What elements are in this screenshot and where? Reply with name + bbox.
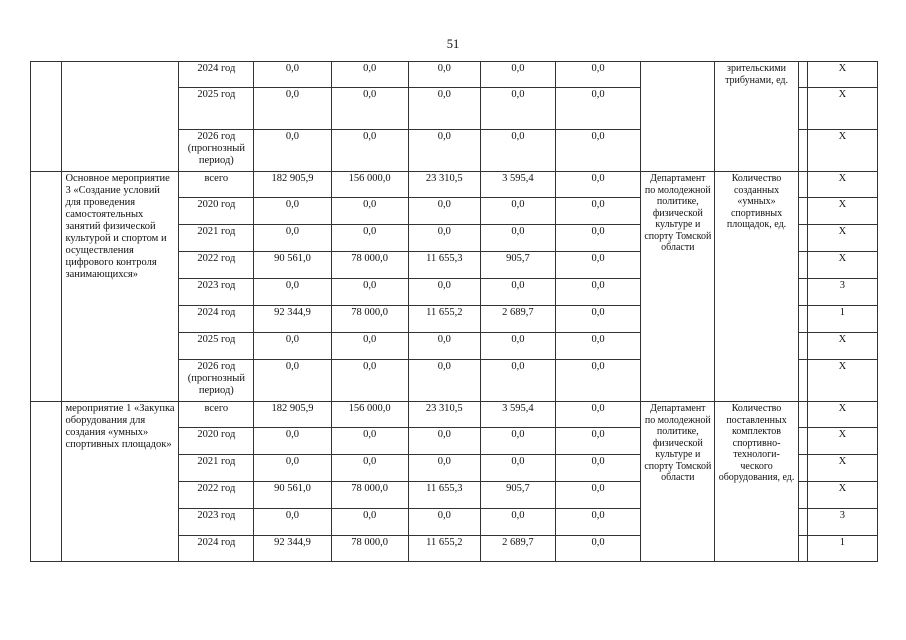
target-value-cell: X <box>807 360 877 402</box>
column-gap <box>798 482 807 509</box>
activity-name: Основное мероприятие 3 «Создание условий для проведения самостоятельных занятий физической культурой и спортом и осуществления цифрового контроля занимающихся» <box>62 172 179 402</box>
value-local: 0,0 <box>480 360 555 402</box>
value-regional: 0,0 <box>408 62 480 88</box>
value-federal: 0,0 <box>331 88 408 130</box>
value-other: 0,0 <box>555 130 640 172</box>
page-number: 51 <box>446 37 460 51</box>
value-local: 3 595,4 <box>480 172 555 198</box>
value-regional: 11 655,3 <box>408 482 480 509</box>
value-other: 0,0 <box>555 252 640 279</box>
column-gap <box>798 279 807 306</box>
activity-name <box>62 62 179 172</box>
value-other: 0,0 <box>555 198 640 225</box>
column-gap <box>798 252 807 279</box>
table-body <box>31 62 878 562</box>
value-other: 0,0 <box>555 279 640 306</box>
value-other: 0,0 <box>555 482 640 509</box>
value-local: 0,0 <box>480 88 555 130</box>
row-number-cell <box>31 172 62 402</box>
column-gap <box>798 172 807 198</box>
target-value-cell: 1 <box>807 306 877 333</box>
column-gap <box>798 455 807 482</box>
indicator-cell: зрительскими трибунами, ед. <box>715 62 798 172</box>
year-cell: 2022 год <box>179 482 254 509</box>
value-federal: 78 000,0 <box>331 536 408 562</box>
indicator-cell: Количество созданных «умных» спортивных площадок, ед. <box>715 172 798 402</box>
column-gap <box>798 402 807 428</box>
target-value-cell: X <box>807 62 877 88</box>
value-regional: 0,0 <box>408 279 480 306</box>
program-table <box>30 61 878 562</box>
value-local: 0,0 <box>480 333 555 360</box>
value-total: 0,0 <box>254 198 331 225</box>
value-regional: 0,0 <box>408 333 480 360</box>
value-federal: 156 000,0 <box>331 172 408 198</box>
value-federal: 78 000,0 <box>331 252 408 279</box>
value-total: 0,0 <box>254 130 331 172</box>
target-value-cell: X <box>807 252 877 279</box>
year-cell: 2023 год <box>179 509 254 536</box>
value-total: 0,0 <box>254 360 331 402</box>
table-row <box>31 172 878 198</box>
column-gap <box>798 536 807 562</box>
value-total: 0,0 <box>254 428 331 455</box>
value-local: 0,0 <box>480 225 555 252</box>
value-regional: 0,0 <box>408 130 480 172</box>
value-other: 0,0 <box>555 172 640 198</box>
table-row <box>31 402 878 428</box>
value-federal: 0,0 <box>331 279 408 306</box>
value-total: 90 561,0 <box>254 482 331 509</box>
value-total: 0,0 <box>254 455 331 482</box>
indicator-cell: Количество поставленных комплектов спортивно-технологи-ческого оборудования, ед. <box>715 402 798 562</box>
value-local: 2 689,7 <box>480 306 555 333</box>
value-local: 0,0 <box>480 428 555 455</box>
value-regional: 23 310,5 <box>408 172 480 198</box>
activity-name: мероприятие 1 «Закупка оборудования для создания «умных» спортивных площадок» <box>62 402 179 562</box>
value-total: 0,0 <box>254 62 331 88</box>
value-other: 0,0 <box>555 62 640 88</box>
value-regional: 0,0 <box>408 88 480 130</box>
value-other: 0,0 <box>555 509 640 536</box>
value-federal: 0,0 <box>331 62 408 88</box>
value-local: 3 595,4 <box>480 402 555 428</box>
target-value-cell: X <box>807 455 877 482</box>
value-total: 0,0 <box>254 88 331 130</box>
value-total: 92 344,9 <box>254 536 331 562</box>
value-other: 0,0 <box>555 306 640 333</box>
year-cell: 2020 год <box>179 428 254 455</box>
year-cell: 2021 год <box>179 455 254 482</box>
value-other: 0,0 <box>555 360 640 402</box>
value-local: 905,7 <box>480 252 555 279</box>
value-total: 0,0 <box>254 333 331 360</box>
value-regional: 0,0 <box>408 360 480 402</box>
target-value-cell: X <box>807 88 877 130</box>
value-other: 0,0 <box>555 428 640 455</box>
value-federal: 78 000,0 <box>331 306 408 333</box>
table-row <box>31 62 878 88</box>
column-gap <box>798 360 807 402</box>
target-value-cell: 3 <box>807 509 877 536</box>
value-federal: 78 000,0 <box>331 482 408 509</box>
value-local: 905,7 <box>480 482 555 509</box>
value-local: 0,0 <box>480 62 555 88</box>
value-regional: 0,0 <box>408 225 480 252</box>
column-gap <box>798 88 807 130</box>
target-value-cell: X <box>807 198 877 225</box>
column-gap <box>798 428 807 455</box>
year-cell: 2021 год <box>179 225 254 252</box>
value-regional: 11 655,2 <box>408 306 480 333</box>
target-value-cell: 1 <box>807 536 877 562</box>
target-value-cell: X <box>807 130 877 172</box>
value-total: 0,0 <box>254 279 331 306</box>
value-total: 0,0 <box>254 225 331 252</box>
value-regional: 23 310,5 <box>408 402 480 428</box>
value-regional: 11 655,3 <box>408 252 480 279</box>
year-cell: 2026 год (прогнозный период) <box>179 130 254 172</box>
year-cell: 2024 год <box>179 62 254 88</box>
year-cell: 2024 год <box>179 536 254 562</box>
column-gap <box>798 306 807 333</box>
year-cell: всего <box>179 402 254 428</box>
value-federal: 0,0 <box>331 428 408 455</box>
value-regional: 0,0 <box>408 509 480 536</box>
year-cell: 2026 год (прогнозный период) <box>179 360 254 402</box>
value-federal: 0,0 <box>331 333 408 360</box>
row-number-cell <box>31 402 62 562</box>
target-value-cell: X <box>807 333 877 360</box>
value-other: 0,0 <box>555 536 640 562</box>
target-value-cell: 3 <box>807 279 877 306</box>
value-local: 0,0 <box>480 455 555 482</box>
value-total: 92 344,9 <box>254 306 331 333</box>
executor-cell: Департамент по молодежной политике, физической культуре и спорту Томской области <box>641 172 715 402</box>
target-value-cell: X <box>807 428 877 455</box>
column-gap <box>798 509 807 536</box>
target-value-cell: X <box>807 172 877 198</box>
executor-cell: Департамент по молодежной политике, физической культуре и спорту Томской области <box>641 402 715 562</box>
value-federal: 0,0 <box>331 360 408 402</box>
year-cell: 2020 год <box>179 198 254 225</box>
value-regional: 0,0 <box>408 428 480 455</box>
value-federal: 156 000,0 <box>331 402 408 428</box>
value-regional: 0,0 <box>408 455 480 482</box>
column-gap <box>798 225 807 252</box>
column-gap <box>798 130 807 172</box>
column-gap <box>798 333 807 360</box>
target-value-cell: X <box>807 482 877 509</box>
value-federal: 0,0 <box>331 198 408 225</box>
value-other: 0,0 <box>555 455 640 482</box>
value-total: 0,0 <box>254 509 331 536</box>
target-value-cell: X <box>807 225 877 252</box>
value-total: 182 905,9 <box>254 402 331 428</box>
row-number-cell <box>31 62 62 172</box>
value-local: 0,0 <box>480 198 555 225</box>
value-local: 0,0 <box>480 130 555 172</box>
value-federal: 0,0 <box>331 130 408 172</box>
column-gap <box>798 62 807 88</box>
value-other: 0,0 <box>555 225 640 252</box>
year-cell: 2022 год <box>179 252 254 279</box>
value-local: 0,0 <box>480 279 555 306</box>
value-total: 182 905,9 <box>254 172 331 198</box>
year-cell: 2025 год <box>179 88 254 130</box>
value-other: 0,0 <box>555 88 640 130</box>
value-regional: 0,0 <box>408 198 480 225</box>
value-other: 0,0 <box>555 333 640 360</box>
value-total: 90 561,0 <box>254 252 331 279</box>
value-federal: 0,0 <box>331 509 408 536</box>
value-local: 0,0 <box>480 509 555 536</box>
year-cell: 2024 год <box>179 306 254 333</box>
year-cell: 2025 год <box>179 333 254 360</box>
column-gap <box>798 198 807 225</box>
value-other: 0,0 <box>555 402 640 428</box>
value-local: 2 689,7 <box>480 536 555 562</box>
year-cell: 2023 год <box>179 279 254 306</box>
value-federal: 0,0 <box>331 225 408 252</box>
value-regional: 11 655,2 <box>408 536 480 562</box>
year-cell: всего <box>179 172 254 198</box>
executor-cell <box>641 62 715 172</box>
value-federal: 0,0 <box>331 455 408 482</box>
target-value-cell: X <box>807 402 877 428</box>
